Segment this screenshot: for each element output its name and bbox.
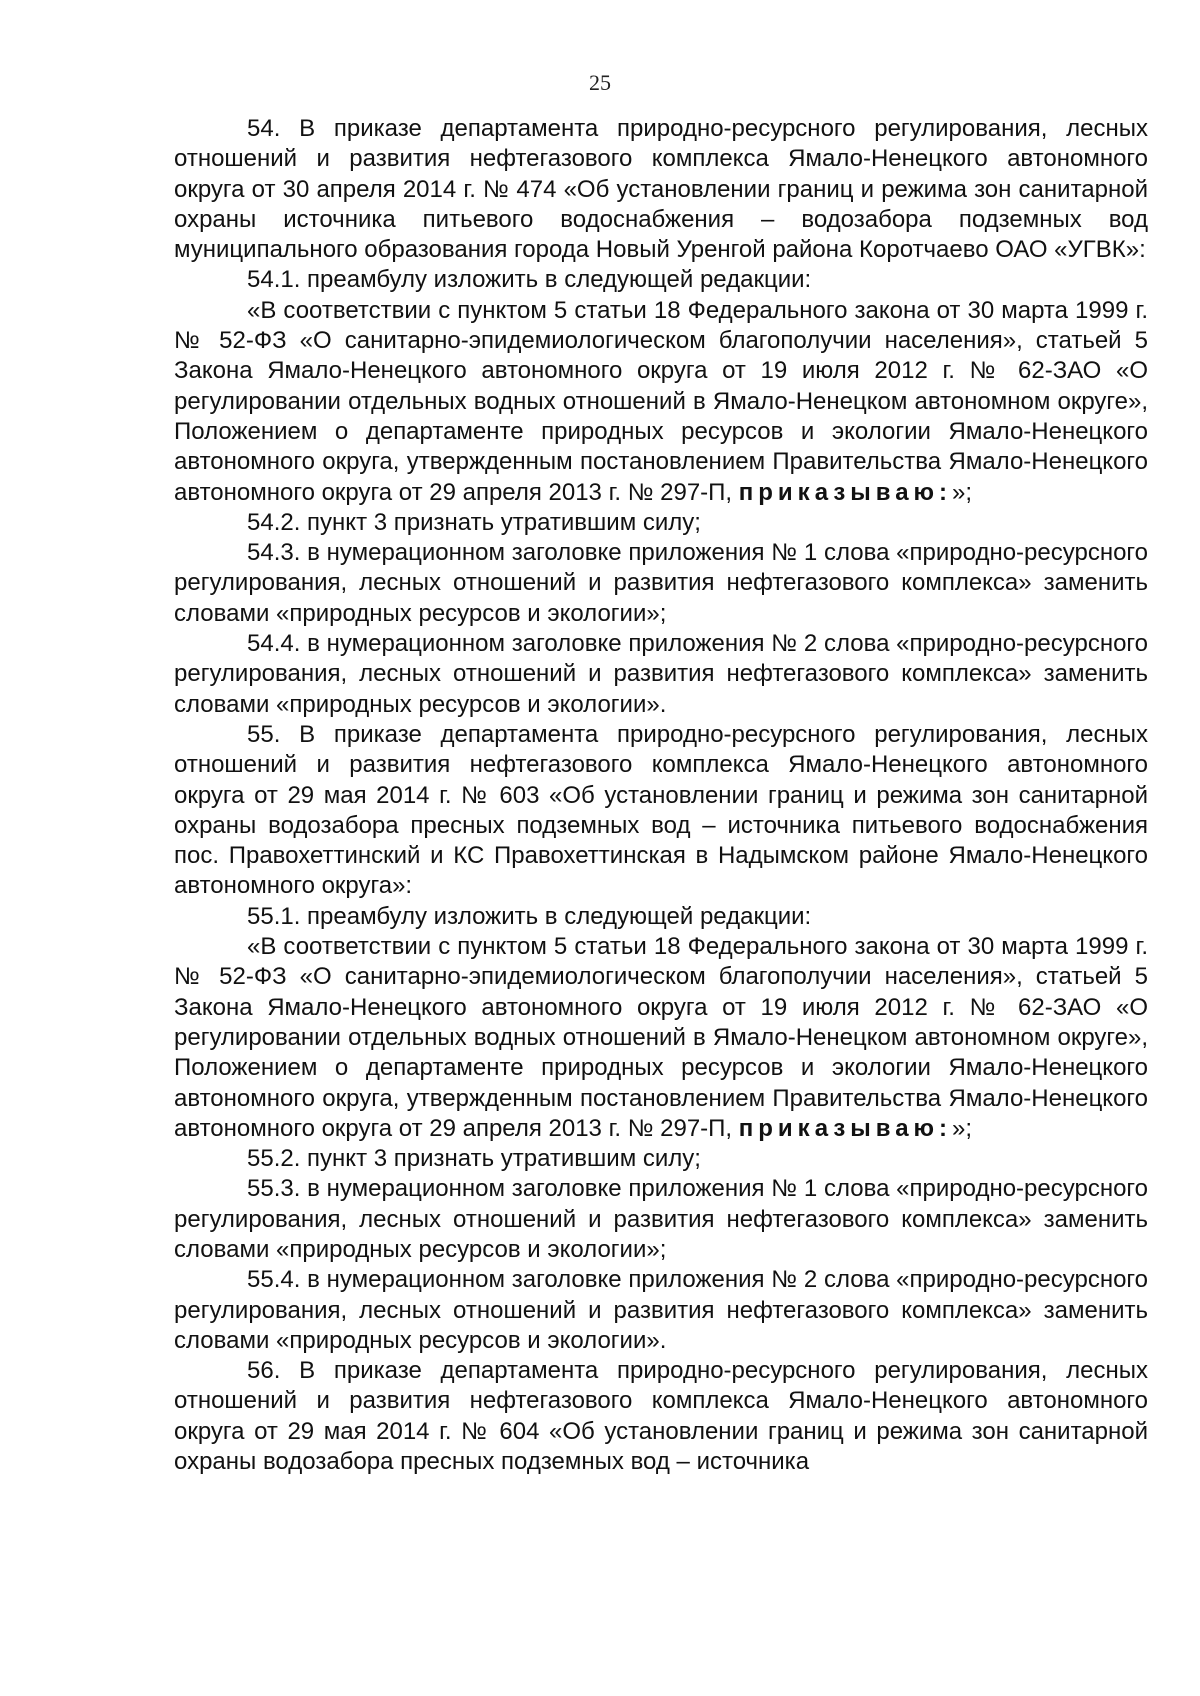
document-body [174,114,1148,1477]
order-word: приказываю: [738,1114,953,1142]
paragraph-text: 54.2. пункт 3 признать утратившим силу; [247,508,701,536]
paragraph-54-1 [174,265,1148,295]
paragraph-text: 56. В приказе департамента природно-ресурсного регулирования, лесных отношений и развития нефтегазового комплекса Ямало-Ненецкого автономного округа от 29 мая 2014 г. № 604 «Об установлении границ и режима зон санитарной охраны водозабора пресных подземных вод – источника [174,1357,1148,1476]
paragraph-text: 55.4. в нумерационном заголовке приложения № 2 слова «природно-ресурсного регулирования, лесных отношений и развития нефтегазового комплекса» заменить словами «природных ресурсов и экологии». [174,1266,1148,1354]
paragraph-text: 54. В приказе департамента природно-ресурсного регулирования, лесных отношений и развития нефтегазового комплекса Ямало-Ненецкого автономного округа от 30 апреля 2014 г. № 474 «Об установлении границ и режима зон санитарной охраны источника питьевого водоснабжения – водозабора подземных вод муниципального образования города Новый Уренгой района Коротчаево ОАО «УГВК»: [174,115,1148,264]
paragraph-55-1 [174,902,1148,932]
paragraph-text: 55.3. в нумерационном заголовке приложения № 1 слова «природно-ресурсного регулирования, лесных отношений и развития нефтегазового комплекса» заменить словами «природных ресурсов и экологии»; [174,1175,1148,1263]
paragraph-text: 55.1. преамбулу изложить в следующей редакции: [247,902,812,930]
paragraph-text: «В соответствии с пунктом 5 статьи 18 Федерального закона от 30 марта 1999 г. № 52-ФЗ «О санитарно-эпидемиологическом благополучии населения», статьей 5 Закона Ямало-Ненецкого автономного округа от 19 июля 2012 г. № 62-ЗАО «О регулировании отдельных водных отношений в Ямало-Ненецком автономном округе», Положением о департаменте природных ресурсов и экологии Ямало-Ненецкого автономного округа, утвержденным постановлением Правительства Ямало-Ненецкого автономного округа от 29 апреля 2013 г. № 297-П, [174,296,1148,506]
paragraph-text: 54.1. преамбулу изложить в следующей редакции: [247,266,812,294]
order-word: приказываю: [738,478,953,506]
paragraph-54-2 [174,508,1148,538]
paragraph-54-3 [174,538,1148,629]
paragraph-55-1-preamble [174,932,1148,1144]
paragraph-55-3 [174,1174,1148,1265]
paragraph-text: «В соответствии с пунктом 5 статьи 18 Федерального закона от 30 марта 1999 г. № 52-ФЗ «О санитарно-эпидемиологическом благополучии населения», статьей 5 Закона Ямало-Ненецкого автономного округа от 19 июля 2012 г. № 62-ЗАО «О регулировании отдельных водных отношений в Ямало-Ненецком автономном округе», Положением о департаменте природных ресурсов и экологии Ямало-Ненецкого автономного округа, утвержденным постановлением Правительства Ямало-Ненецкого автономного округа от 29 апреля 2013 г. № 297-П, [174,933,1148,1142]
paragraph-54-1-preamble [174,296,1148,508]
page-number: 25 [589,70,611,95]
paragraph-54 [174,114,1148,265]
paragraph-56 [174,1356,1148,1477]
paragraph-54-4 [174,629,1148,720]
paragraph-text: 55. В приказе департамента природно-ресурсного регулирования, лесных отношений и развития нефтегазового комплекса Ямало-Ненецкого автономного округа от 29 мая 2014 г. № 603 «Об установлении границ и режима зон санитарной охраны водозабора пресных подземных вод – источника питьевого водоснабжения пос. Правохеттинский и КС Правохеттинская в Надымском районе Ямало-Ненецкого автономного округа»: [174,720,1148,900]
paragraph-text: 55.2. пункт 3 признать утратившим силу; [247,1145,701,1173]
paragraph-55-2 [174,1144,1148,1174]
paragraph-55-4 [174,1265,1148,1356]
paragraph-text: 54.3. в нумерационном заголовке приложения № 1 слова «природно-ресурсного регулирования, лесных отношений и развития нефтегазового комплекса» заменить словами «природных ресурсов и экологии»; [174,539,1148,627]
paragraph-tail: »; [952,478,973,506]
paragraph-tail: »; [952,1114,973,1142]
paragraph-text: 54.4. в нумерационном заголовке приложения № 2 слова «природно-ресурсного регулирования, лесных отношений и развития нефтегазового комплекса» заменить словами «природных ресурсов и экологии». [174,630,1148,718]
paragraph-55 [174,720,1148,902]
